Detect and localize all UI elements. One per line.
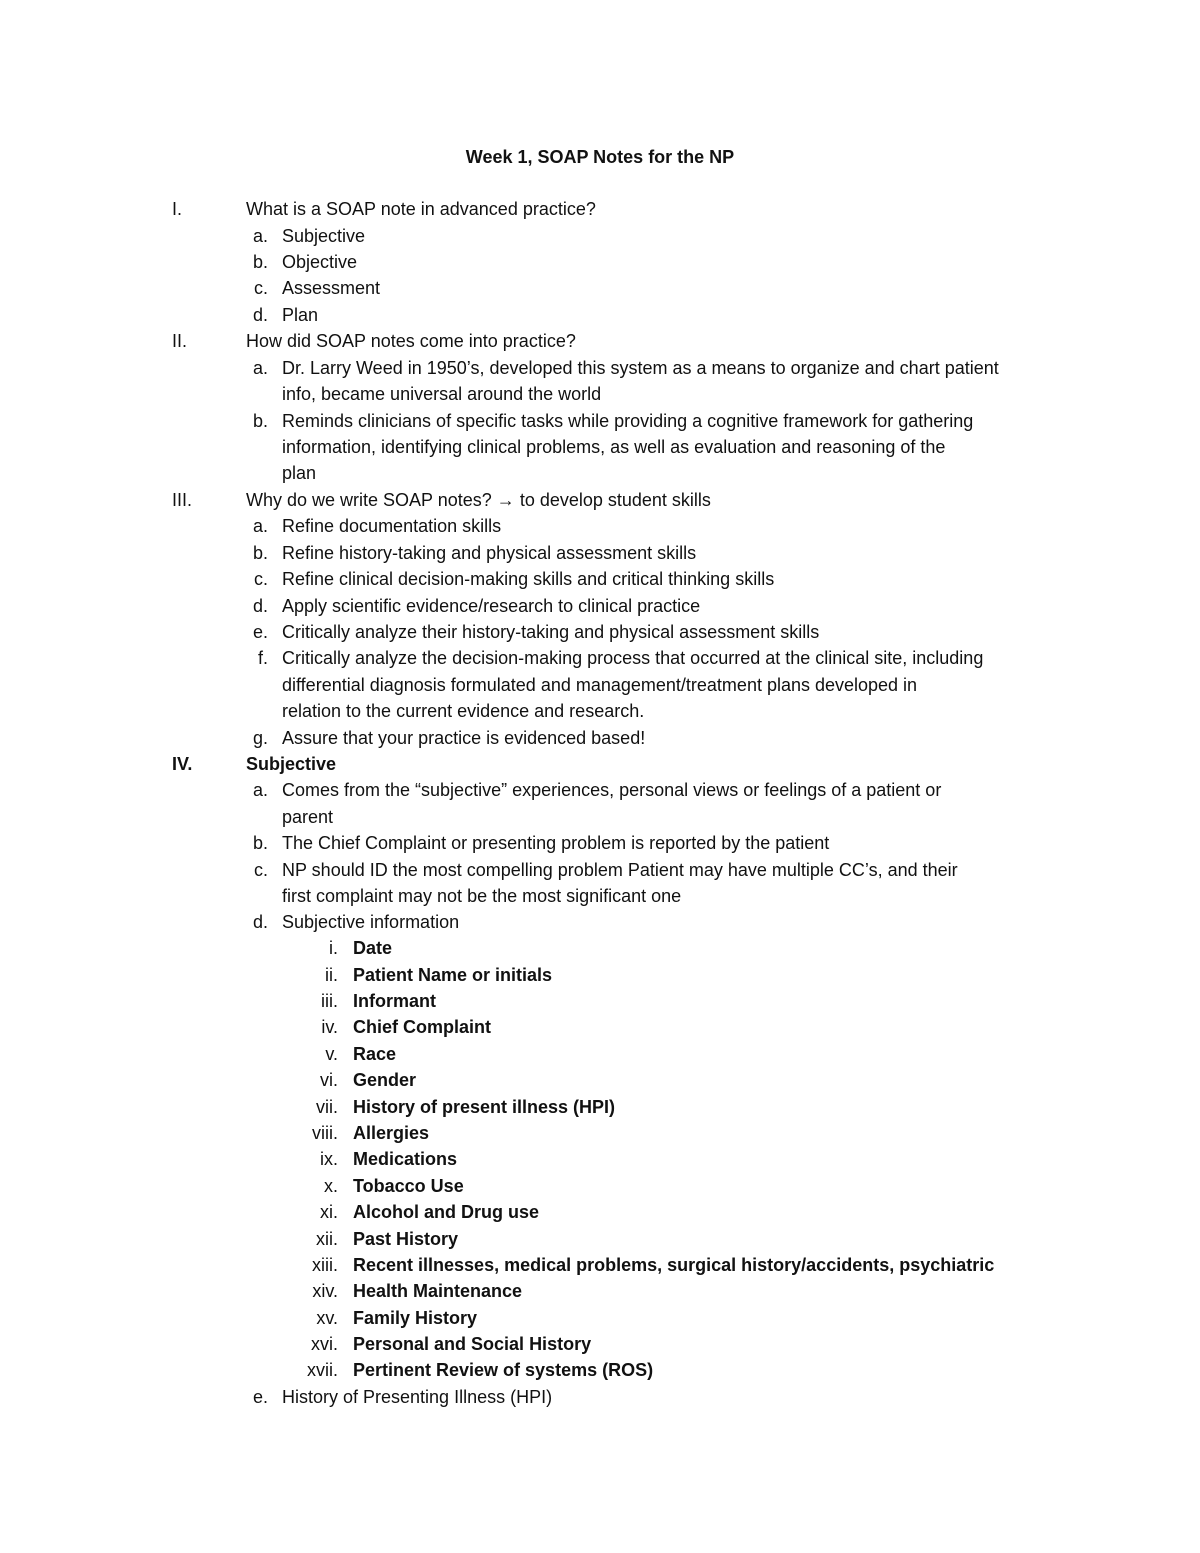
sub-item-marker: iii. <box>321 991 338 1011</box>
section-text: Subjective <box>246 754 337 774</box>
sub-item-marker: xiv. <box>312 1281 338 1301</box>
item-text-line: Comes from the “subjective” experiences, personal views or feelings of a patient or <box>282 780 942 800</box>
sub-item-text: Race <box>353 1044 397 1064</box>
item-text: Objective <box>282 252 358 272</box>
sub-item-marker: xv. <box>316 1308 338 1328</box>
item-text: Refine documentation skills <box>282 516 502 536</box>
item-text-line: first complaint may not be the most significant one <box>282 886 682 906</box>
item-marker: b. <box>252 833 268 853</box>
item-marker: c. <box>253 278 268 298</box>
sub-item-marker: vi. <box>320 1070 338 1090</box>
section-marker: III. <box>172 490 193 510</box>
sub-item-marker: xvii. <box>307 1360 338 1380</box>
sub-item-marker: viii. <box>312 1123 338 1143</box>
section-marker: IV. <box>172 754 193 774</box>
sub-item-marker: ix. <box>320 1149 338 1169</box>
sub-item-marker: iv. <box>321 1017 338 1037</box>
item-text: The Chief Complaint or presenting problem is reported by the patient <box>282 833 830 853</box>
section-text-after: to develop student skills <box>519 490 711 510</box>
item-marker: a. <box>252 780 268 800</box>
item-text-line: differential diagnosis formulated and management/treatment plans developed in <box>282 675 918 695</box>
item-marker: b. <box>252 543 268 563</box>
item-text-line: parent <box>282 807 334 827</box>
item-text: Apply scientific evidence/research to clinical practice <box>282 596 701 616</box>
sub-item-marker: vii. <box>316 1097 338 1117</box>
item-marker: e. <box>252 622 268 642</box>
section-text: What is a SOAP note in advanced practice? <box>246 199 596 219</box>
sub-item-text: Personal and Social History <box>353 1334 592 1354</box>
item-text-line: Critically analyze the decision-making process that occurred at the clinical site, including <box>282 648 984 668</box>
item-marker: d. <box>252 912 268 932</box>
sub-item-text: Gender <box>353 1070 417 1090</box>
sub-item-marker: xii. <box>316 1229 338 1249</box>
sub-item-marker: xi. <box>320 1202 338 1222</box>
item-marker: f. <box>257 648 268 668</box>
item-marker: b. <box>252 411 268 431</box>
sub-item-text: Date <box>353 938 393 958</box>
item-text-line: information, identifying clinical problems, as well as evaluation and reasoning of the <box>282 437 946 457</box>
arrow-right-icon: → <box>496 490 515 510</box>
item-text: Refine history-taking and physical assessment skills <box>282 543 697 563</box>
item-text: Critically analyze their history-taking and physical assessment skills <box>282 622 820 642</box>
sub-item-text: Past History <box>353 1229 459 1249</box>
item-marker: b. <box>252 252 268 272</box>
sub-item-text: Family History <box>353 1308 478 1328</box>
item-text: Assure that your practice is evidenced based! <box>282 728 646 748</box>
item-marker: a. <box>252 516 268 536</box>
item-text-line: info, became universal around the world <box>282 384 602 404</box>
sub-item-marker: i. <box>329 938 338 958</box>
sub-item-text: Alcohol and Drug use <box>353 1202 540 1222</box>
sub-item-text: Health Maintenance <box>353 1281 523 1301</box>
section-marker: I. <box>172 199 183 219</box>
item-text-line: relation to the current evidence and research. <box>282 701 645 721</box>
item-text: History of Presenting Illness (HPI) <box>282 1387 553 1407</box>
sub-item-text: Medications <box>353 1149 458 1169</box>
sub-item-marker: xvi. <box>311 1334 338 1354</box>
item-marker: c. <box>253 860 268 880</box>
item-marker: a. <box>252 226 268 246</box>
sub-item-text: Patient Name or initials <box>353 965 553 985</box>
page-title: Week 1, SOAP Notes for the NP <box>465 147 735 167</box>
sub-item-text: History of present illness (HPI) <box>353 1097 616 1117</box>
section-text: How did SOAP notes come into practice? <box>246 331 576 351</box>
sub-item-text: Chief Complaint <box>353 1017 491 1037</box>
item-marker: e. <box>252 1387 268 1407</box>
sub-item-marker: x. <box>323 1176 338 1196</box>
sub-item-marker: v. <box>325 1044 338 1064</box>
sub-item-text: Informant <box>353 991 436 1011</box>
item-text-line: plan <box>282 463 317 483</box>
section-text-before: Why do we write SOAP notes? <box>246 490 492 510</box>
item-text: Subjective information <box>282 912 460 932</box>
section-text <box>246 487 1066 513</box>
sub-item-text: Recent illnesses, medical problems, surgical history/accidents, psychiatric <box>353 1255 995 1275</box>
item-text: Assessment <box>282 278 381 298</box>
item-text: Subjective <box>282 226 366 246</box>
item-marker: g. <box>252 728 268 748</box>
item-marker: d. <box>252 596 268 616</box>
sub-item-marker: ii. <box>325 965 338 985</box>
sub-item-text: Allergies <box>353 1123 430 1143</box>
item-text-line: Reminds clinicians of specific tasks while providing a cognitive framework for gathering <box>282 411 974 431</box>
item-marker: d. <box>252 305 268 325</box>
item-text-line: NP should ID the most compelling problem Patient may have multiple CC’s, and their <box>282 860 958 880</box>
item-text-line: Dr. Larry Weed in 1950’s, developed this system as a means to organize and chart patient <box>282 358 999 378</box>
sub-item-text: Tobacco Use <box>353 1176 464 1196</box>
sub-item-text: Pertinent Review of systems (ROS) <box>353 1360 654 1380</box>
item-text: Plan <box>282 305 319 325</box>
item-text: Refine clinical decision-making skills and critical thinking skills <box>282 569 775 589</box>
item-marker: c. <box>253 569 268 589</box>
sub-item-marker: xiii. <box>312 1255 338 1275</box>
item-marker: a. <box>252 358 268 378</box>
section-marker: II. <box>172 331 188 351</box>
